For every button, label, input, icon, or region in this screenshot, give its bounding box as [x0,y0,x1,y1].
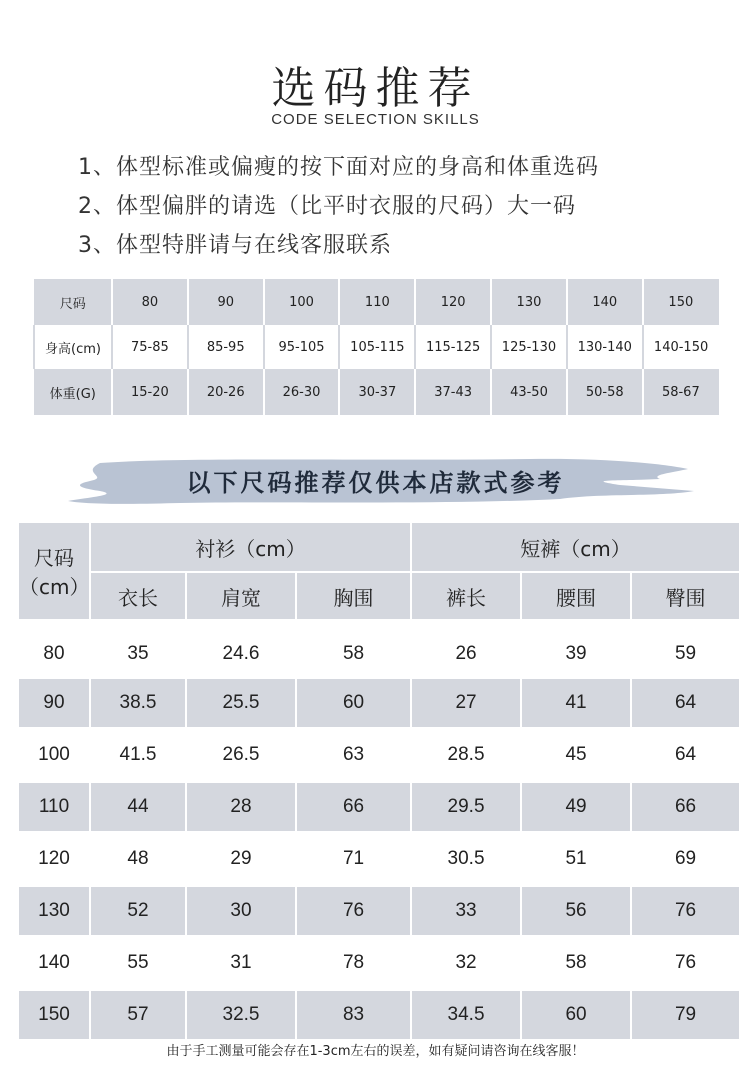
value-cell: 79 [631,991,740,1039]
value-cell: 41 [521,679,631,727]
height-cell: 85-95 [188,325,264,369]
weight-cell: 37-43 [415,369,491,415]
value-cell: 44 [90,783,186,831]
row-label-weight: 体重(G) [34,369,112,415]
column-header: 肩宽 [186,572,296,620]
value-cell: 56 [521,887,631,935]
table-row [18,629,740,679]
column-header: 臀围 [631,572,740,620]
height-cell: 115-125 [415,325,491,369]
value-cell: 29 [230,848,252,869]
value-cell: 33 [411,887,521,935]
weight-cell: 15-20 [112,369,188,415]
group-header-shirt: 衬衫（cm） [90,522,411,572]
weight-cell: 20-26 [188,369,264,415]
size-cell: 150 [643,279,719,325]
value-cell: 66 [296,783,411,831]
table-header-row [18,572,740,620]
value-cell: 58 [565,952,587,973]
height-cell: 105-115 [339,325,415,369]
value-cell: 69 [674,848,697,869]
size-recommendation-table [33,279,719,415]
value-cell: 31 [230,952,252,973]
height-cell: 140-150 [643,325,719,369]
size-cell: 140 [38,952,70,973]
value-cell: 30.5 [447,848,485,869]
value-cell: 60 [296,679,411,727]
table-row [34,369,719,415]
height-cell: 130-140 [567,325,643,369]
value-cell: 41.5 [119,744,157,765]
value-cell: 58 [342,643,365,664]
table-row [18,991,740,1039]
row-label-height: 身高(cm) [34,325,112,369]
value-cell: 28.5 [447,744,485,765]
value-cell: 76 [674,952,697,973]
size-cell: 80 [112,279,188,325]
table-row [18,679,740,727]
size-cell: 140 [567,279,643,325]
value-cell: 64 [631,679,740,727]
size-cell: 130 [491,279,567,325]
value-cell: 57 [90,991,186,1039]
table-row [18,783,740,831]
value-cell: 66 [631,783,740,831]
value-cell: 71 [342,848,365,869]
value-cell: 35 [127,643,149,664]
value-cell: 76 [296,887,411,935]
row-label-size: 尺码 [34,279,112,325]
size-cell: 90 [18,679,90,727]
rule-item: 3、体型特胖请与在线客服联系 [78,233,392,258]
value-cell: 32 [455,952,477,973]
value-cell: 28 [186,783,296,831]
value-cell: 60 [521,991,631,1039]
table-row [18,831,740,887]
value-cell: 76 [631,887,740,935]
value-cell: 45 [565,744,587,765]
table-row [34,325,719,369]
value-cell: 25.5 [186,679,296,727]
value-cell: 39 [565,643,587,664]
value-cell: 49 [521,783,631,831]
value-cell: 27 [411,679,521,727]
value-cell: 48 [127,848,149,869]
weight-cell: 50-58 [567,369,643,415]
value-cell: 64 [674,744,697,765]
size-cell: 80 [43,643,65,664]
value-cell: 38.5 [90,679,186,727]
table-header-row [18,522,740,572]
size-cell: 90 [188,279,264,325]
height-cell: 75-85 [112,325,188,369]
measurement-table [17,521,741,1039]
weight-cell: 58-67 [643,369,719,415]
group-header-shorts: 短裤（cm） [411,522,740,572]
value-cell: 32.5 [186,991,296,1039]
size-cell: 110 [18,783,90,831]
value-cell: 30 [186,887,296,935]
column-header: 裤长 [411,572,521,620]
value-cell: 83 [296,991,411,1039]
size-cell: 150 [18,991,90,1039]
height-cell: 125-130 [491,325,567,369]
table-row [18,887,740,935]
value-cell: 55 [127,952,149,973]
value-cell: 34.5 [411,991,521,1039]
height-cell: 95-105 [264,325,340,369]
value-cell: 78 [342,952,365,973]
size-header: 尺码（cm） [18,522,90,620]
column-header: 衣长 [90,572,186,620]
size-cell: 120 [415,279,491,325]
value-cell: 26 [455,643,477,664]
table-row [34,279,719,325]
size-cell: 130 [18,887,90,935]
banner-title: 以下尺码推荐仅供本店款式参考 [186,469,565,497]
value-cell: 51 [565,848,587,869]
value-cell: 59 [674,643,697,664]
value-cell: 63 [342,744,365,765]
page-title: 选码推荐 [271,63,480,114]
selection-rules [78,148,599,265]
column-header: 胸围 [296,572,411,620]
footer-note: 由于手工测量可能会存在1-3cm左右的误差，如有疑问请咨询在线客服！ [166,1044,585,1059]
value-cell: 52 [90,887,186,935]
size-cell: 100 [264,279,340,325]
weight-cell: 26-30 [264,369,340,415]
size-cell: 110 [339,279,415,325]
table-row [18,935,740,991]
rule-item: 2、体型偏胖的请选（比平时衣服的尺码）大一码 [78,194,576,219]
weight-cell: 43-50 [491,369,567,415]
value-cell: 29.5 [411,783,521,831]
table-row [18,727,740,783]
value-cell: 24.6 [222,643,260,664]
weight-cell: 30-37 [339,369,415,415]
value-cell: 26.5 [222,744,260,765]
size-cell: 120 [38,848,70,869]
size-cell: 100 [38,744,70,765]
rule-item: 1、体型标准或偏瘦的按下面对应的身高和体重选码 [78,155,599,180]
column-header: 腰围 [521,572,631,620]
page-subtitle: CODE SELECTION SKILLS [271,111,480,128]
